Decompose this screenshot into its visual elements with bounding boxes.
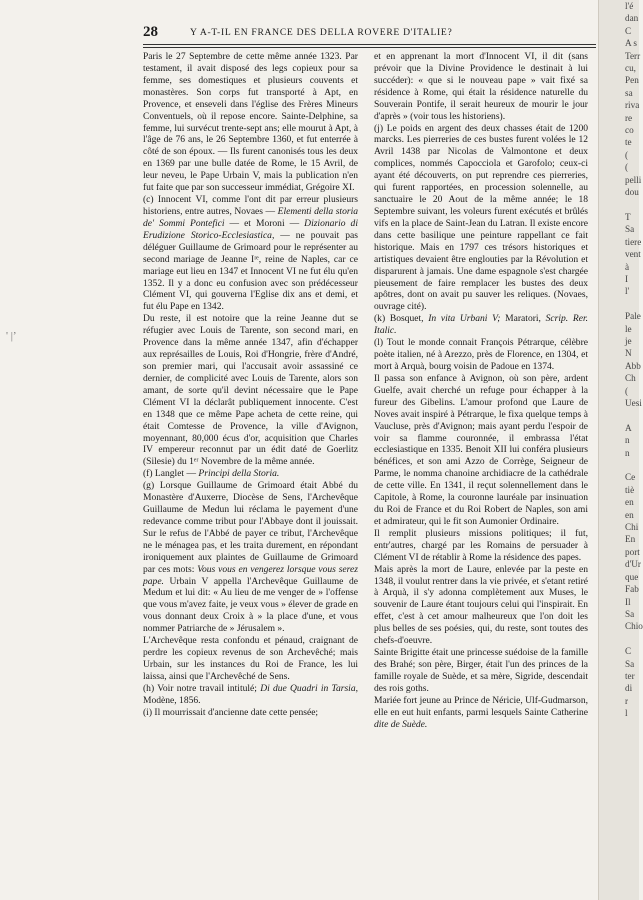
facing-page-fragment: Sa: [625, 658, 635, 669]
footnote-j: (j) Le poids en argent des deux chasses était de 1200 marcks. Les pierreries de ces bustes furent volées le 12 Avril 1438 par Nicolas de Valmontone et deux complices, nommés Capocciola et Garofolo; ceux-ci ayant été découverts, on put reprendre ces pierreries, qui furent rapportées, en procession solennelle, au sanctuaire le 20 Aout de la même année; le 18 Septembre suivant, les voleurs furent exécutés et brûlés vifs en la place de Saint-Jean du Latran. Il existe encore dans cette basilique une peinture rappellant ce fait historique. Mais en 1797 ces trésors historiques et artistiques devaient être englouties par la Révolution et disparurent à jamais. Une dame espagnole s'est chargée pieusement de faire remplacer les bustes des deux apôtres, dont on avait pu sauver les reliques. (Novaes, ouvrage cité).: [374, 122, 588, 313]
facing-page-fragment: Terr: [625, 50, 641, 61]
facing-page-fragment: en: [625, 509, 634, 520]
footnote-paragraph: Il passa son enfance à Avignon, où son père, ardent Guelfe, avait cherché un refuge pour échapper à la fureur des Gibelins. L'amour profond que Laure de Noves avait inspiré à Pétrarque, le fixa quelque temps à Vaucluse, près d'Avignon; mais ayant perdu l'espoir de voir sa flamme couronnée, il embrassa l'état ecclesiastique en 1335. Benoit XII lui conféra plusieurs bénéfices, et son ami Azzo de Corrège, Seigneur de Parme, le nomma chanoine archidiacre de la cathédrale de cette ville. En 1341, il reçut solennellement dans le Capitole, à Rome, la couronne lauréale par insinuation du Roi de France et du Roi Robert de Naples, son ami et admirateur, qui le fit son Aumonier Ordinaire.: [374, 372, 588, 527]
facing-page-fragment: T: [625, 211, 631, 222]
facing-page-fragment: (: [625, 149, 629, 160]
footnote-l: (l) Tout le monde connait François Pétrarque, célèbre poète italien, né à Arezzo, près de Florence, en 1304, et mort à Arquà, bourg voisin de Padoue en 1374.: [374, 337, 588, 372]
facing-page-fragment: Chio: [625, 621, 643, 632]
facing-page-fragment: Chi: [625, 522, 639, 533]
facing-page-fragment: [599, 409, 639, 421]
facing-page-fragment: [599, 199, 639, 211]
footnote-paragraph: Il remplit plusieurs missions politiques; il fut, entr'autres, chargé par les Romains de persuader à Clément VI de rétablir à Rome la résidence des papes.: [374, 527, 588, 563]
facing-page-fragment: pelli: [625, 174, 642, 185]
footnote-paragraph: Paris le 27 Septembre de cette même année 1323. Par testament, il avait disposé des legs copieux pour sa femme, ses domestiques et plusieurs couvents et monastères. Son corps fut transporté à Apt, en Provence, et enseveli dans l'église des Frères Mineurs Conventuels, où il repose encore. Sainte-Delphine, sa femme, lui survécut trente-sept ans; elle mourut à Apt, à l'âge de 76 ans, le 26 Septembre 1360, et fut enterrée à côté de son époux. — Ils furent canonisés tous les deux en 1369 par une bulle datée de Rome, le 15 Avril, de leur neveu, le Pape Urbain V, mais la publication n'en fut faite que par son successeur immédiat, Grégoire XI.: [143, 51, 358, 194]
footnote-h: (h) Voir notre travail intitulé; Di due Quadri in Tarsia, Modène, 1856.: [143, 682, 358, 706]
page-number: 28: [143, 24, 158, 40]
running-title: Y A-T-IL EN FRANCE DES DELLA ROVERE D'ITALIE?: [190, 27, 453, 38]
facing-page-fragment: l'é: [625, 1, 634, 11]
facing-page-fragment: [599, 459, 639, 471]
facing-page-fragment: Pen: [625, 75, 639, 86]
right-column: [374, 51, 588, 731]
facing-page-fragment: Sa: [625, 608, 635, 619]
facing-page-fragment: dou: [625, 187, 639, 198]
footnote-paragraph: Du reste, il est notoire que la reine Jeanne dut se réfugier avec Louis de Tarente, son second mari, en Provence dans la même année 1347, afin d'échapper aux représailles de Louis, Roi d'Hongrie, frère d'André, son premier mari, qui l'accusait avoir assassiné ce dernier, de complicité avec Louis de Tarente, alors son amant, de sorte qu'il devint nécessaire que le Pape Clément VI la déclarât publiquement innocente. C'est en 1348 que ce même Pape acheta de cette reine, qui était Comtesse de Provence, la ville d'Avignon, moyennant, 80,000 écus d'or, acquisition que Charles IV empereur reconnut par un édit daté de Goerlitz (Silesie) du 1ᵉʳ Novembre de la même année.: [143, 313, 358, 468]
facing-page-fragment: ter: [625, 670, 635, 681]
footnote-paragraph: Sainte Brigitte était une princesse suédoise de la famille des Brahé; son père, Birger, était l'un des princes de la famille royale de Suède, et sa mère, Sigride, descendait des rois goths.: [374, 647, 588, 694]
footnote-e: (c) Innocent VI, comme l'ont dit par erreur plusieurs historiens, entre autres, Novaes — Elementi della storia de' Sommi Pontefici — et Moroni — Dizionario di Erudizione Storico-Ecclesiastica, — ne pouvait pas déléguer Guillaume de Grimoard pour le représenter au second mariage de Jeanne Iʳᵉ, reine de Naples, car ce mariage eut lieu en 1347 et Innocent VI ne fut élu qu'en 1352. Il y a donc eu confusion avec son prédécesseur Clément VI, qui gouverna l'Eglise dix ans et demi, et fut élu Pape en 1342.: [143, 194, 358, 313]
facing-page-fragment: [599, 298, 639, 310]
facing-page-fragment: tiè: [625, 484, 635, 495]
facing-page-fragment: co: [625, 125, 634, 136]
facing-page-fragment: Abb: [625, 360, 641, 371]
facing-page-fragment: (: [625, 385, 629, 396]
facing-page-fragment: le: [625, 323, 632, 334]
footnote-paragraph: et en apprenant la mort d'Innocent VI, il dit (sans prévoir que la Divine Providence le destinait à lui succéder): « que si le nouveau pape » vait fixé sa résidence à Rome, qui était la résidence naturelle du Souverain Pontife, il serait heureux de mourir le jour d'après » (voir tous les historiens).: [374, 51, 588, 122]
facing-page-fragment: je: [625, 335, 632, 346]
column-gutter: [365, 51, 366, 779]
facing-page-fragment: te: [625, 137, 632, 148]
footnote-paragraph: L'Archevêque resta confondu et pénaud, craignant de perdre les copieux revenus de son Archevêché; mais Urbain, sur les instances du Roi de France, les lui laissa, ainsi que l'Archevêché de Sens.: [143, 635, 358, 682]
footnote-paragraph: Mariée fort jeune au Prince de Néricie, Ulf-Gudmarson, elle en eut huit enfants, parmi lesquels Sainte Catherine dite de Suède.: [374, 694, 588, 730]
left-margin-marks: ' |’: [6, 330, 17, 342]
footnote-g: (g) Lorsque Guillaume de Grimoard était Abbé du Monastère d'Auxerre, Diocèse de Sens, l'Archevêque Guillaume de Medun lui réclama le payement d'une redevance comme tribut pour l'Abbaye dont il jouissait. Sur le refus de l'Abbé de payer ce tribut, l'Archevêque ne le ménagea pas, et les traita durement, en répondant ironiquement aux plaintes de Guillaume de Grimoard par ces mots: Vous vous en vengerez lorsque vous serez pape. Urbain V appella l'Archevêque Guillaume de Medum et lui dit: « Au lieu de me venger de » l'offense que vous m'avez faite, je veux vous » élever de grade en vous donnant deux Croix à » la place d'une, et vous nommer Patriarche de » Jérusalem ».: [143, 480, 358, 635]
footnote-f: (f) Langlet — Principi della Storia.: [143, 468, 280, 480]
facing-page-fragment: en: [625, 497, 634, 508]
facing-page-fragment: Uesi: [625, 398, 642, 408]
facing-page-fragment: n: [625, 435, 630, 446]
facing-page-fragment: que: [625, 571, 639, 582]
facing-page-fragment: C: [625, 25, 632, 36]
facing-page-fragment: sa: [625, 87, 633, 98]
facing-page-fragment: r: [625, 695, 629, 706]
facing-page-fragment: A: [625, 422, 632, 433]
facing-page-fragment: [599, 633, 639, 645]
facing-page-fragment: Ch: [625, 373, 636, 384]
facing-page-fragment: n: [625, 447, 630, 458]
facing-page-fragment: d'Ur: [625, 559, 641, 570]
facing-page-fragment: A s: [625, 38, 637, 49]
facing-page-edge: [598, 0, 643, 900]
footnote-paragraph: Mais après la mort de Laure, enlevée par la peste en 1348, il voulut rentrer dans la vie privée, et s'etant retiré à Arquà, il s'y adonna complètement aux Muses, le souvenir de Laure étant toujours celui qui l'inspirait. En effet, c'est à cet amour malheureux que l'on doit les plus belles de ses poésies, qui, du reste, sont toutes des chefs-d'oeuvre.: [374, 563, 588, 647]
facing-page-fragment: re: [625, 112, 633, 123]
header-rule: [143, 47, 596, 48]
facing-page-fragment: tiere: [625, 236, 642, 247]
facing-page-fragment: di: [625, 683, 633, 694]
footnote-i: (i) Il mourrissait d'ancienne date cette pensée;: [143, 706, 319, 718]
facing-page-fragment: Sa: [625, 224, 635, 235]
facing-page-fragment: cu,: [625, 63, 636, 74]
facing-page-fragment: I: [625, 273, 629, 284]
facing-page-fragment: En: [625, 534, 636, 545]
facing-page-fragment: Il: [625, 596, 631, 607]
facing-page-fragment: vent: [625, 249, 641, 260]
facing-page-fragment: riva: [625, 100, 640, 111]
left-column: [143, 51, 358, 719]
facing-page-fragment: port: [625, 546, 640, 557]
header-rule: [143, 44, 596, 45]
footnote-k: (k) Bosquet, In vita Urbani V; Maratori, Scrip. Rer. Italic.: [374, 313, 588, 337]
facing-page-fragment: (: [625, 162, 629, 173]
facing-page-fragment: Pale: [625, 311, 641, 322]
facing-page-fragment: l: [625, 708, 628, 719]
facing-page-fragment: Fab: [625, 584, 639, 595]
facing-page-fragment: à: [625, 261, 630, 272]
facing-page-fragment: Ce: [625, 472, 636, 483]
facing-page-fragment: N: [625, 348, 632, 359]
facing-page-fragment: l': [625, 286, 630, 297]
facing-page-fragment: C: [625, 646, 632, 657]
facing-page-fragment: dan: [625, 13, 639, 24]
